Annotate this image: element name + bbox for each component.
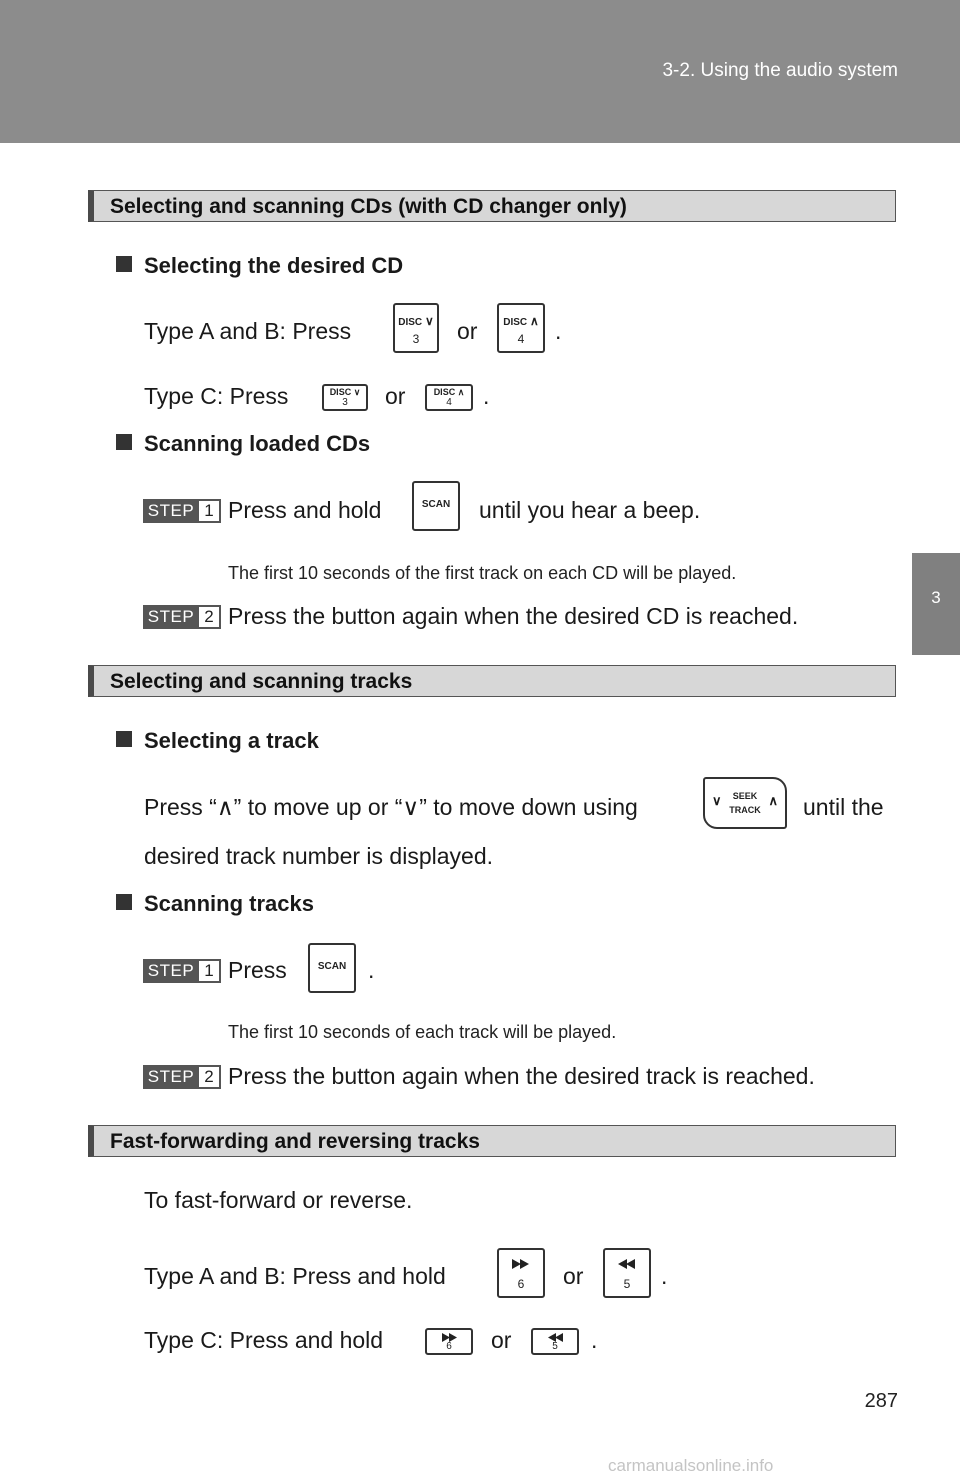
period-text: . bbox=[555, 318, 562, 344]
period-text: . bbox=[591, 1327, 598, 1353]
button-number: 6 bbox=[446, 1341, 452, 1352]
disc-label: DISC ∨ bbox=[329, 387, 361, 397]
watermark: carmanualsonline.info bbox=[608, 1456, 774, 1475]
scan-label: SCAN bbox=[421, 499, 451, 510]
or-text: or bbox=[491, 1327, 512, 1353]
step-2-badge: STEP 2 bbox=[143, 1065, 221, 1089]
fast-forward-icon bbox=[512, 1259, 530, 1269]
scan-label: SCAN bbox=[317, 961, 347, 972]
or-text: or bbox=[385, 383, 406, 409]
bullet-square-icon bbox=[116, 434, 132, 450]
page-number: 287 bbox=[864, 1390, 898, 1412]
subheading-selecting-cd: Selecting the desired CD bbox=[116, 253, 403, 279]
or-text: or bbox=[563, 1263, 584, 1289]
typec-label: Type C: Press and hold bbox=[144, 1327, 384, 1353]
seek-up-icon: ∧ bbox=[768, 793, 778, 808]
disc-label: DISC ∧ bbox=[503, 314, 539, 328]
or-text: or bbox=[457, 318, 478, 344]
bullet-square-icon bbox=[116, 731, 132, 747]
button-number: 6 bbox=[517, 1277, 525, 1291]
disc-up-4-button-c[interactable] bbox=[425, 384, 473, 411]
section-heading-tracks bbox=[88, 665, 896, 697]
scan-button[interactable] bbox=[412, 481, 460, 531]
subheading-scanning-cds: Scanning loaded CDs bbox=[116, 431, 370, 457]
bullet-square-icon bbox=[116, 256, 132, 272]
button-number: 4 bbox=[517, 332, 525, 346]
step2-text: Press the button again when the desired track is reached. bbox=[228, 1063, 815, 1089]
typec-label: Type C: Press bbox=[144, 383, 289, 409]
chapter-number: 3 bbox=[931, 588, 941, 607]
disc-down-3-button[interactable] bbox=[393, 303, 439, 353]
button-number: 3 bbox=[412, 332, 420, 346]
until-the-text: until the bbox=[803, 794, 884, 820]
step-1-badge: STEP 1 bbox=[143, 959, 221, 983]
step1-text-post: until you hear a beep. bbox=[479, 497, 701, 523]
disc-label: DISC ∨ bbox=[398, 314, 434, 328]
step2-text: Press the button again when the desired CD is reached. bbox=[228, 603, 799, 629]
step1-text-pre: Press and hold bbox=[228, 497, 382, 523]
step1-text: Press bbox=[228, 957, 287, 983]
section-header-title: 3-2. Using the audio system bbox=[662, 60, 898, 81]
seek-track-button[interactable] bbox=[703, 777, 787, 829]
period-text: . bbox=[483, 383, 490, 409]
section-heading-ff bbox=[88, 1125, 896, 1157]
select-track-text-2: desired track number is displayed. bbox=[144, 843, 493, 869]
button-number: 3 bbox=[342, 397, 348, 408]
disc-up-4-button[interactable] bbox=[497, 303, 545, 353]
ff-intro-text: To fast-forward or reverse. bbox=[144, 1187, 413, 1213]
button-number: 5 bbox=[623, 1277, 631, 1291]
button-number: 4 bbox=[446, 397, 452, 408]
note-text: The first 10 seconds of each track will be played. bbox=[228, 1022, 617, 1042]
rewind-5-button-c[interactable] bbox=[531, 1328, 579, 1355]
section-heading-cds bbox=[88, 190, 896, 222]
select-track-text: Press “∧” to move up or “∨” to move down using bbox=[144, 794, 638, 820]
disc-down-3-button-c[interactable] bbox=[322, 384, 368, 411]
bullet-square-icon bbox=[116, 894, 132, 910]
subheading-selecting-track: Selecting a track bbox=[116, 728, 319, 754]
seek-label: SEEK bbox=[732, 791, 758, 801]
section-title: Selecting and scanning tracks bbox=[110, 670, 413, 693]
typeab-label: Type A and B: Press bbox=[144, 318, 352, 344]
step-1-badge: STEP 1 bbox=[143, 499, 221, 523]
subheading-scanning-tracks: Scanning tracks bbox=[116, 891, 314, 917]
section-title: Selecting and scanning CDs (with CD changer only) bbox=[110, 195, 627, 218]
seek-down-icon: ∨ bbox=[712, 793, 722, 808]
chapter-label: Interior features bbox=[922, 668, 941, 793]
button-number: 5 bbox=[552, 1341, 558, 1352]
scan-button[interactable] bbox=[308, 943, 356, 993]
track-label: TRACK bbox=[729, 805, 761, 815]
fast-forward-6-button-c[interactable] bbox=[425, 1328, 473, 1355]
rewind-5-button[interactable] bbox=[603, 1248, 651, 1298]
period-text: . bbox=[661, 1263, 668, 1289]
typeab-label: Type A and B: Press and hold bbox=[144, 1263, 446, 1289]
note-text: The first 10 seconds of the first track on each CD will be played. bbox=[228, 563, 737, 583]
period-text: . bbox=[368, 957, 375, 983]
rewind-icon bbox=[618, 1259, 636, 1269]
fast-forward-6-button[interactable] bbox=[497, 1248, 545, 1298]
header-band bbox=[0, 0, 960, 143]
disc-label: DISC ∧ bbox=[433, 387, 465, 397]
step-2-badge: STEP 2 bbox=[143, 605, 221, 629]
section-title: Fast-forwarding and reversing tracks bbox=[110, 1130, 480, 1153]
